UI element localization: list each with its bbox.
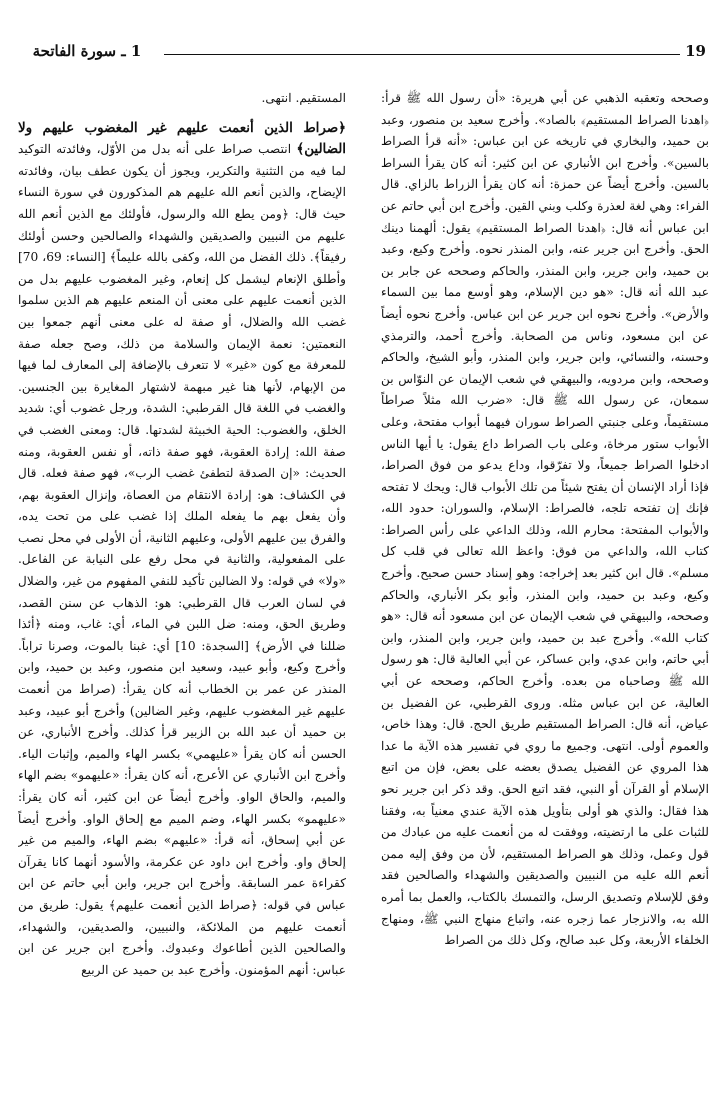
left-column-text: انتصب صراط على أنه بدل من الأوّل، وفائدته التوكيد لما فيه من التثنية والتكرير، ويجوز أن يكون عطف بيان، وفائدته الإيضاح، والذين أنعم الله عليهم هم المذكورون في سورة النساء حيث قال: ﴿ومن يطع الله والرسول، فأولئك مع الذين أنعم الله عليهم من النبيين والصديقين والشهداء والصالحين وحسن أولئك رفيقاً﴾. ذلك الفضل من الله، وكفى بالله عليماً﴾ [النساء: 69، 70] وأطلق الإنعام ليشمل كل إنعام، وغير المغضوب عليهم بدل من الذين أنعمت عليهم على معنى أن المنعم عليهم هم الذين سلموا غضب الله والضلال، أو صفة له على معنى أنهم جمعوا بين النعمتين: نعمة الإيمان والسلامة من ذلك، وصح جعله صفة للمعرفة مع كون «غير» لا تتعرف بالإضافة إلى المعارف لما فيها من الإبهام، لأنها هنا غير مبهمة لاشتهار المغايرة بين الجنسين. والغضب في اللغة قال القرطبي: الشدة، ورجل غضوب أي: شديد الخلق، والغضوب: الحية الخبيثة لشدتها. قال: ومعنى الغضب في صفة الله: إرادة العقوبة، فهو صفة ذاته، أو نفس العقوبة، ومنه الحديث: «إن الصدقة لتطفئ غضب الرب»، فهو صفة فعله. قال في الكشاف: هو: إرادة الانتقام من العصاة، وإنزال العقوبة بهم، وأن يفعل بهم ما يفعله الملك إذا غضب على من تحت يده، والفرق بين عليهم الأولى، وعليهم الثانية، أن الأولى في محل نصب على المفعولية، والثانية في محل رفع على النيابة عن الفاعل. «ولا» في قوله: ولا الضالين تأكيد للنفي المفهوم من غير، والضلال في لسان العرب قال القرطبي: هو: الذهاب عن سنن القصد، وطريق الحق، ومنه: ضل اللبن في الماء، أي: غاب، ومنه ﴿أئذا ضللنا في الأرض﴾ [السجدة: 10] أي: غبنا بالموت، وصرنا تراباً. وأخرج وكيع، وأبو عبيد، وسعيد ابن منصور، وعبد بن حميد، وابن المنذر عن عمر بن الخطاب أنه كان يقرأ: (صراط من أنعمت عليهم غير المغضوب عليهم، وغير الضالين) وأخرج أبو عبيد، وعبد بن حميد أن عبد الله بن الزبير قرأ كذلك. وأخرج الأنباري، عن الحسن أنه كان يقرأ «عليهمي» بكسر الهاء والميم، وإثبات الياء. وأخرج ابن الأنباري عن الأعرج، أنه كان يقرأ: «عليهمو» بضم الهاء والميم، والحاق الواو. وأخرج أيضاً عن ابن كثير، أنه كان يقرأ: «عليهمو» بكسر الهاء، وضم الميم مع إلحاق الواو. وأخرج أيضاً عن أبي إسحاق، أنه قرأ: «عليهم» بضم الهاء، والميم من غير إلحاق واو. وأخرج ابن داود عن عكرمة، والأسود أنهما كانا يقرآن كقراءة عمر السابقة. وأخرج ابن جرير، وابن أبي حاتم عن ابن عباس في قوله: ﴿صراط الذين أنعمت عليهم﴾ يقول: طريق من أنعمت عليهم من الملائكة، والنبيين، والصديقين، والشهداء، والصالحين الذين أطاعوك وعبدوك. وأخرج ابن جرير عن ابن عباس: أنهم المؤمنون. وأخرج عبد بن حميد عن الربيع — [18, 142, 346, 977]
right-column — [381, 88, 709, 1098]
quran-verse-heading: ﴿صراط الذين أنعمت عليهم غير المغضوب عليهم ولا الضالين﴾ — [18, 119, 346, 158]
header-rule — [164, 54, 680, 55]
left-column-paragraph — [18, 118, 346, 982]
surah-title: 1 ـ سورة الفاتحة — [32, 42, 142, 60]
left-column — [18, 88, 346, 1098]
right-column-text: وصححه وتعقبه الذهبي عن أبي هريرة: «أن رسول الله ﷺ قرأ: ﴿اهدنا الصراط المستقيم﴾ بالصاد». وأخرج سعيد بن منصور، وعبد بن حميد، والبخاري في تاريخه عن ابن عباس: «أنه قرأ الصراط بالسين». وأخرج ابن الأنباري عن ابن كثير: أنه كان يقرأ السراط بالسين. وأخرج أيضاً عن حمزة: أنه كان يقرأ الزراط بالزاي. قال الفراء: وهي لغة لعذرة وكلب وبني القين. وأخرج ابن أبي حاتم عن ابن عباس أنه قال: ﴿اهدنا الصراط المستقيم﴾ يقول: ألهمنا دينك الحق. وأخرج ابن جرير عنه، وابن المنذر نحوه. وأخرج وكيع، وعبد بن حميد، وابن جرير، وابن المنذر، والحاكم وصححه عن جابر بن عبد الله أنه قال: «هو دين الإسلام، وهو أوسع مما بين السماء والأرض». وأخرج نحوه ابن جرير عن ابن عباس. وأخرج نحوه أيضاً عن ابن مسعود، وناس من الصحابة. وأخرج أحمد، والترمذي وحسنه، والنسائي، وابن جرير، وابن المنذر، وأبو الشيخ، والحاكم وصححه، وابن مردويه، والبيهقي في شعب الإيمان عن النوّاس بن سمعان، عن رسول الله ﷺ قال: «ضرب الله مثلاً صراطاً مستقيماً، وعلى جنبتي الصراط سوران فيهما أبواب مفتحة، وعلى الأبواب ستور مرخاة، وعلى باب الصراط داع يقول: يا أيها الناس ادخلوا الصراط جميعاً، ولا تفرّقوا، وداع يدعو من فوق الصراط، فإذا أراد الإنسان أن يفتح شيئاً من تلك الأبواب قال: ويحك لا تفتحه فإنك إن تفتحه تلجه، فالصراط: الإسلام، والسوران: حدود الله، والأبواب المفتحة: محارم الله، وذلك الداعي على رأس الصراط: كتاب الله، والداعي من فوق: واعظ الله تعالى في قلب كل مسلم». قال ابن كثير بعد إخراجه: وهو إسناد حسن صحيح. وأخرج وكيع، وعبد بن حميد، وابن المنذر، وأبو بكر الأنباري، والحاكم وصححه، والبيهقي في شعب الإيمان عن ابن مسعود أنه قال: «هو كتاب الله». وأخرج عبد بن حميد، وابن جرير، وابن المنذر، وابن أبي حاتم، وابن عدي، وابن عساكر، عن أبي العالية قال: هو رسول الله ﷺ وصاحباه من بعده. وأخرج الحاكم، وصححه عن أبي العالية، عن ابن عباس مثله. وروى القرطبي، عن الفضيل بن عياض، أنه قال: الصراط المستقيم طريق الحج. قال: وهذا خاص، والعموم أولى. انتهى. وجميع ما روي في تفسير هذه الآية ما عدا هذا المروي عن الفضيل يصدق بعضه على بعض، فإن من اتبع الإسلام أو القرآن أو النبي، فقد اتبع الحق. وقد ذكر ابن جرير نحو هذا فقال: والذي هو أولى بتأويل هذه الآية عندي معنياً به، وفقنا للثبات على ما ارتضيته، ووفقت له من أنعمت عليه من عبادك من قول وعمل، وذلك هو الصراط المستقيم، لأن من وفق إليه ممن أنعم الله عليه من النبيين والصديقين والشهداء والصالحين فقد وفق للإسلام وتصديق الرسل، والتمسك بالكتاب، والعمل بما أمره الله به، والانزجار عما زجره عنه، واتباع منهاج النبي ﷺ، ومنهاج الخلفاء الأربعة، وكل عبد صالح، وكل ذلك من الصراط — [381, 91, 709, 948]
page-header — [14, 42, 706, 64]
left-column-intro: المستقيم. انتهى. — [261, 91, 346, 105]
page-number: 19 — [685, 42, 706, 60]
